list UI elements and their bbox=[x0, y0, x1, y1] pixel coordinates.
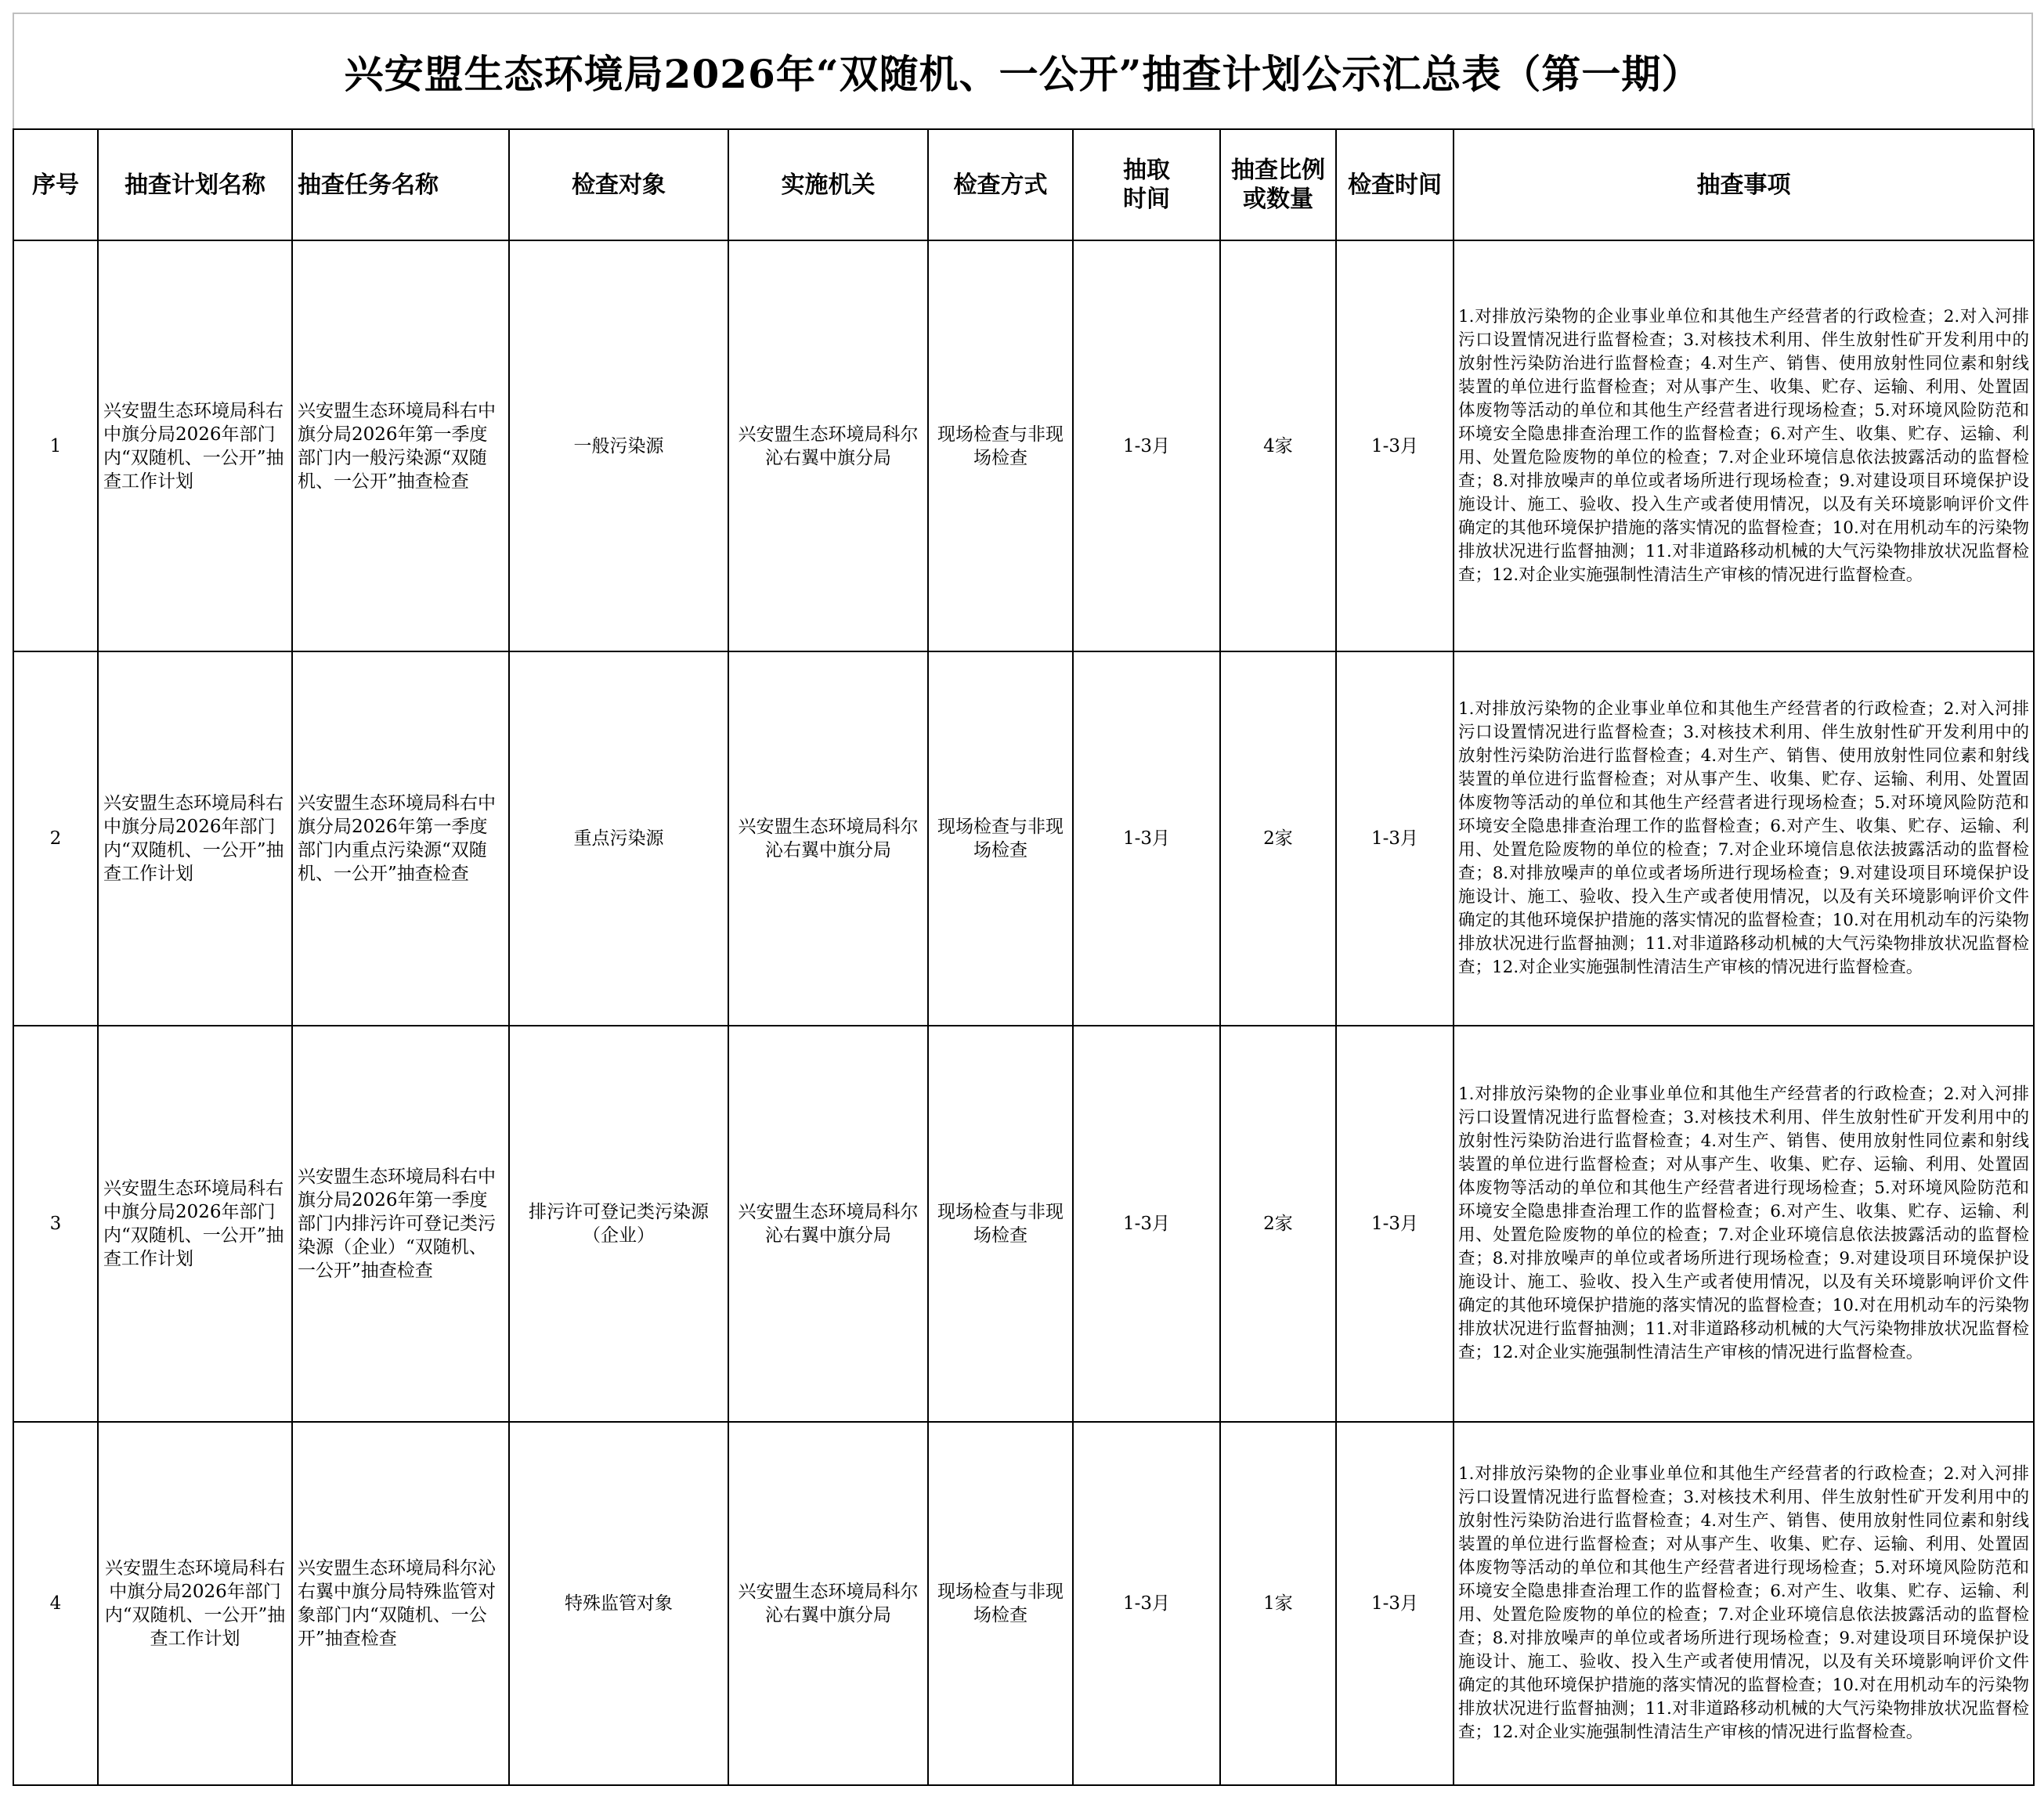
cell-ratio: 2家 bbox=[1220, 1026, 1336, 1422]
column-header-items: 抽查事项 bbox=[1454, 129, 2034, 240]
page-title: 兴安盟生态环境局2026年“双随机、一公开”抽查计划公示汇总表（第一期） bbox=[344, 51, 1702, 97]
cell-object: 一般污染源 bbox=[509, 240, 728, 651]
table-row bbox=[13, 651, 2034, 1026]
cell-plan: 兴安盟生态环境局科右中旗分局2026年部门内“双随机、一公开”抽查工作计划 bbox=[98, 1422, 292, 1785]
header-row bbox=[13, 129, 2034, 240]
column-header-draw-time: 抽取 时间 bbox=[1073, 129, 1220, 240]
title-row bbox=[13, 13, 2033, 128]
column-header-no: 序号 bbox=[13, 129, 98, 240]
cell-ratio: 2家 bbox=[1220, 651, 1336, 1026]
cell-plan: 兴安盟生态环境局科右中旗分局2026年部门内“双随机、一公开”抽查工作计划 bbox=[98, 240, 292, 651]
cell-agency: 兴安盟生态环境局科尔沁右翼中旗分局 bbox=[728, 240, 928, 651]
cell-check-time: 1-3月 bbox=[1336, 1026, 1454, 1422]
cell-items: 1.对排放污染物的企业事业单位和其他生产经营者的行政检查；2.对入河排污口设置情况进行监督检查；3.对核技术利用、伴生放射性矿开发利用中的放射性污染防治进行监督检查；4.对生产、销售、使用放射性同位素和射线装置的单位进行监督检查；对从事产生、收集、贮存、运输、利用、处置固体废物等活动的单位和其他生产经营者进行现场检查；5.对环境风险防范和环境安全隐患排查治理工作的监督检查；6.对产生、收集、贮存、运输、利用、处置危险废物的单位的检查；7.对企业环境信息依法披露活动的监督检查；8.对排放噪声的单位或者场所进行现场检查；9.对建设项目环境保护设施设计、施工、验收、投入生产或者使用情况，以及有关环境影响评价文件确定的其他环境保护措施的落实情况的监督检查；10.对在用机动车的污染物排放状况进行监督抽测；11.对非道路移动机械的大气污染物排放状况监督检查；12.对企业实施强制性清洁生产审核的情况进行监督检查。 bbox=[1454, 651, 2034, 1026]
cell-task: 兴安盟生态环境局科右中旗分局2026年第一季度部门内一般污染源“双随机、一公开”抽查检查 bbox=[292, 240, 509, 651]
column-header-object: 检查对象 bbox=[509, 129, 728, 240]
cell-items: 1.对排放污染物的企业事业单位和其他生产经营者的行政检查；2.对入河排污口设置情况进行监督检查；3.对核技术利用、伴生放射性矿开发利用中的放射性污染防治进行监督检查；4.对生产、销售、使用放射性同位素和射线装置的单位进行监督检查；对从事产生、收集、贮存、运输、利用、处置固体废物等活动的单位和其他生产经营者进行现场检查；5.对环境风险防范和环境安全隐患排查治理工作的监督检查；6.对产生、收集、贮存、运输、利用、处置危险废物的单位的检查；7.对企业环境信息依法披露活动的监督检查；8.对排放噪声的单位或者场所进行现场检查；9.对建设项目环境保护设施设计、施工、验收、投入生产或者使用情况，以及有关环境影响评价文件确定的其他环境保护措施的落实情况的监督检查；10.对在用机动车的污染物排放状况进行监督抽测；11.对非道路移动机械的大气污染物排放状况监督检查；12.对企业实施强制性清洁生产审核的情况进行监督检查。 bbox=[1454, 1422, 2034, 1785]
document-sheet bbox=[13, 13, 2033, 1786]
table-row bbox=[13, 1026, 2034, 1422]
cell-task: 兴安盟生态环境局科尔沁右翼中旗分局特殊监管对象部门内“双随机、一公开”抽查检查 bbox=[292, 1422, 509, 1785]
table-row bbox=[13, 1422, 2034, 1785]
column-header-check-time: 检查时间 bbox=[1336, 129, 1454, 240]
cell-agency: 兴安盟生态环境局科尔沁右翼中旗分局 bbox=[728, 1422, 928, 1785]
cell-draw-time: 1-3月 bbox=[1073, 240, 1220, 651]
cell-task: 兴安盟生态环境局科右中旗分局2026年第一季度部门内排污许可登记类污染源（企业）“双随机、一公开”抽查检查 bbox=[292, 1026, 509, 1422]
cell-no: 2 bbox=[13, 651, 98, 1026]
cell-draw-time: 1-3月 bbox=[1073, 1422, 1220, 1785]
cell-object: 重点污染源 bbox=[509, 651, 728, 1026]
cell-items: 1.对排放污染物的企业事业单位和其他生产经营者的行政检查；2.对入河排污口设置情况进行监督检查；3.对核技术利用、伴生放射性矿开发利用中的放射性污染防治进行监督检查；4.对生产、销售、使用放射性同位素和射线装置的单位进行监督检查；对从事产生、收集、贮存、运输、利用、处置固体废物等活动的单位和其他生产经营者进行现场检查；5.对环境风险防范和环境安全隐患排查治理工作的监督检查；6.对产生、收集、贮存、运输、利用、处置危险废物的单位的检查；7.对企业环境信息依法披露活动的监督检查；8.对排放噪声的单位或者场所进行现场检查；9.对建设项目环境保护设施设计、施工、验收、投入生产或者使用情况，以及有关环境影响评价文件确定的其他环境保护措施的落实情况的监督检查；10.对在用机动车的污染物排放状况进行监督抽测；11.对非道路移动机械的大气污染物排放状况监督检查；12.对企业实施强制性清洁生产审核的情况进行监督检查。 bbox=[1454, 240, 2034, 651]
cell-object: 特殊监管对象 bbox=[509, 1422, 728, 1785]
cell-no: 3 bbox=[13, 1026, 98, 1422]
cell-plan: 兴安盟生态环境局科右中旗分局2026年部门内“双随机、一公开”抽查工作计划 bbox=[98, 1026, 292, 1422]
cell-no: 1 bbox=[13, 240, 98, 651]
cell-draw-time: 1-3月 bbox=[1073, 1026, 1220, 1422]
cell-ratio: 4家 bbox=[1220, 240, 1336, 651]
cell-ratio: 1家 bbox=[1220, 1422, 1336, 1785]
table-row bbox=[13, 240, 2034, 651]
cell-task: 兴安盟生态环境局科右中旗分局2026年第一季度部门内重点污染源“双随机、一公开”抽查检查 bbox=[292, 651, 509, 1026]
column-header-agency: 实施机关 bbox=[728, 129, 928, 240]
column-header-plan: 抽查计划名称 bbox=[98, 129, 292, 240]
cell-method: 现场检查与非现场检查 bbox=[928, 1026, 1073, 1422]
inspection-plan-table bbox=[13, 128, 2035, 1786]
cell-method: 现场检查与非现场检查 bbox=[928, 1422, 1073, 1785]
cell-check-time: 1-3月 bbox=[1336, 240, 1454, 651]
column-header-task: 抽查任务名称 bbox=[292, 129, 509, 240]
cell-agency: 兴安盟生态环境局科尔沁右翼中旗分局 bbox=[728, 1026, 928, 1422]
cell-agency: 兴安盟生态环境局科尔沁右翼中旗分局 bbox=[728, 651, 928, 1026]
cell-items: 1.对排放污染物的企业事业单位和其他生产经营者的行政检查；2.对入河排污口设置情况进行监督检查；3.对核技术利用、伴生放射性矿开发利用中的放射性污染防治进行监督检查；4.对生产、销售、使用放射性同位素和射线装置的单位进行监督检查；对从事产生、收集、贮存、运输、利用、处置固体废物等活动的单位和其他生产经营者进行现场检查；5.对环境风险防范和环境安全隐患排查治理工作的监督检查；6.对产生、收集、贮存、运输、利用、处置危险废物的单位的检查；7.对企业环境信息依法披露活动的监督检查；8.对排放噪声的单位或者场所进行现场检查；9.对建设项目环境保护设施设计、施工、验收、投入生产或者使用情况，以及有关环境影响评价文件确定的其他环境保护措施的落实情况的监督检查；10.对在用机动车的污染物排放状况进行监督抽测；11.对非道路移动机械的大气污染物排放状况监督检查；12.对企业实施强制性清洁生产审核的情况进行监督检查。 bbox=[1454, 1026, 2034, 1422]
cell-method: 现场检查与非现场检查 bbox=[928, 240, 1073, 651]
cell-object: 排污许可登记类污染源（企业） bbox=[509, 1026, 728, 1422]
cell-check-time: 1-3月 bbox=[1336, 651, 1454, 1026]
cell-draw-time: 1-3月 bbox=[1073, 651, 1220, 1026]
cell-check-time: 1-3月 bbox=[1336, 1422, 1454, 1785]
cell-no: 4 bbox=[13, 1422, 98, 1785]
column-header-ratio: 抽查比例 或数量 bbox=[1220, 129, 1336, 240]
cell-plan: 兴安盟生态环境局科右中旗分局2026年部门内“双随机、一公开”抽查工作计划 bbox=[98, 651, 292, 1026]
cell-method: 现场检查与非现场检查 bbox=[928, 651, 1073, 1026]
column-header-method: 检查方式 bbox=[928, 129, 1073, 240]
